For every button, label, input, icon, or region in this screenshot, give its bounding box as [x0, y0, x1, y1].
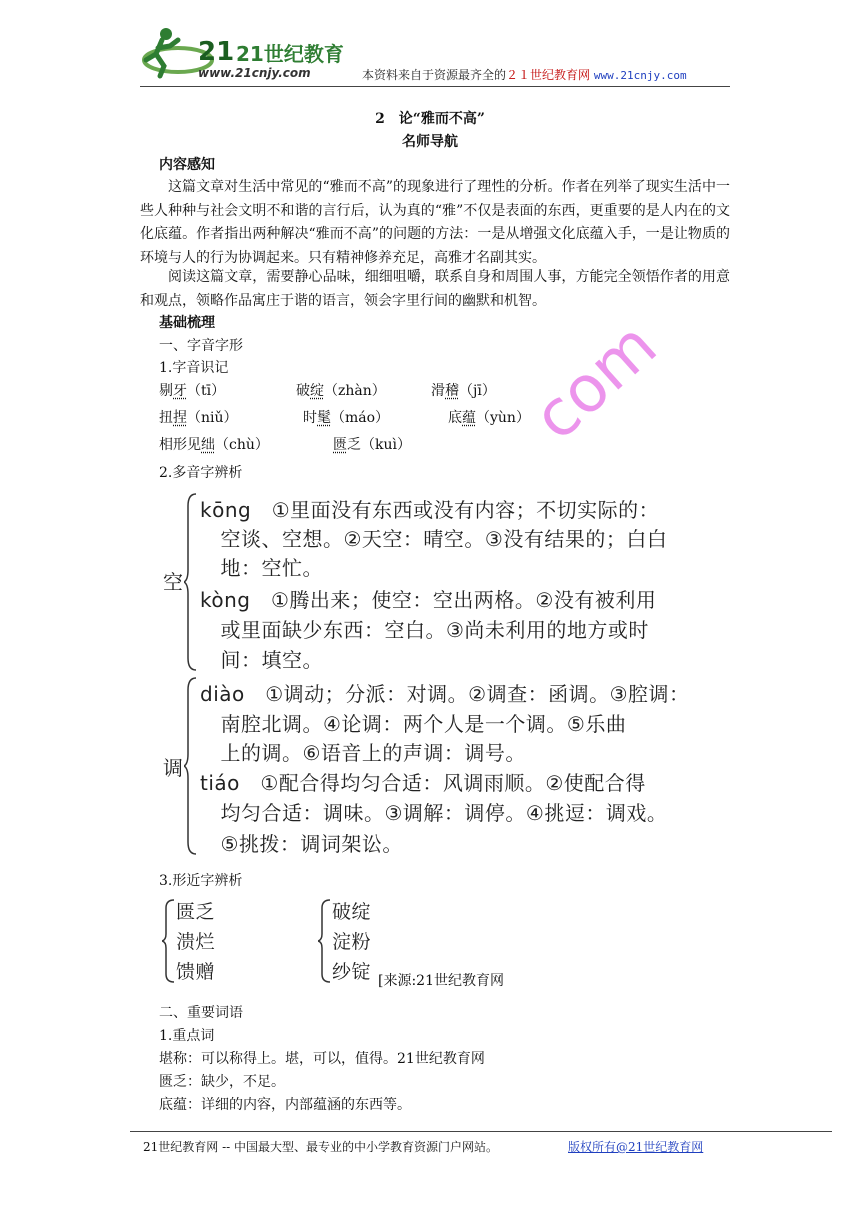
- diao-line: diào ①调动；分派：对调。②调查：函调。③腔调：: [200, 682, 690, 706]
- logo-brand-text: 21世纪教育: [236, 42, 344, 66]
- definition: 底蕴：详细的内容，内部蕴涵的东西等。: [159, 1097, 411, 1113]
- footer-right: [568, 1138, 703, 1155]
- header-note: [362, 66, 687, 83]
- similar-word: 纱锭: [332, 961, 372, 983]
- brace-icon: [184, 676, 198, 856]
- header-note-prefix: 本资料来自于资源最齐全的: [362, 68, 507, 82]
- brace-icon: [184, 492, 198, 672]
- pron-entry: 时髦（máo）: [303, 410, 390, 426]
- definition: 堪称：可以称得上。堪，可以，值得。21世纪教育网: [159, 1051, 485, 1067]
- item-similar-chars: 3.形近字辨析: [159, 873, 243, 889]
- subheading-pronunciation: 一、字音字形: [159, 338, 243, 354]
- diao-line: 南腔北调。④论调：两个人是一个调。⑤乐曲: [200, 712, 627, 736]
- pron-entry: 匮乏（kuì）: [333, 437, 411, 453]
- header-rule: [140, 86, 730, 87]
- diao-line: 上的调。⑥语音上的声调：调号。: [200, 741, 526, 765]
- section-heading-content: 内容感知: [159, 157, 215, 173]
- pron-entry: 破绽（zhàn）: [296, 383, 386, 399]
- kong-line: 或里面缺少东西：空白。③尚未利用的地方或时: [200, 618, 649, 642]
- pron-entry: 相形见绌（chù）: [159, 437, 269, 453]
- site-logo: [140, 20, 344, 86]
- pron-entry: 扭捏（niǔ）: [159, 410, 238, 426]
- similar-word: 淀粉: [332, 931, 372, 953]
- definition: 匮乏：缺少，不足。: [159, 1074, 285, 1090]
- paragraph-content-2: 阅读这篇文章，需要静心品味，细细咀嚼，联系自身和周围人事，方能完全领悟作者的用意和观点，领略作品寓庄于谐的语言，领会字里行间的幽默和机智。: [140, 269, 730, 309]
- header-site-link[interactable]: ２１世纪教育网: [506, 68, 591, 82]
- page-subtitle: 名师导航: [402, 134, 458, 150]
- watermark: com: [520, 308, 672, 455]
- section-heading-basics: 基础梳理: [159, 315, 215, 331]
- kong-line: 地：空忙。: [200, 556, 323, 580]
- header-url-link[interactable]: www.21cnjy.com: [593, 69, 687, 82]
- logo-url-text: www.21cnjy.com: [198, 66, 311, 80]
- svg-text:21: 21: [198, 37, 235, 67]
- item-pronunciation: 1.字音识记: [159, 360, 229, 376]
- kong-line: kòng ①腾出来；使空：空出两格。②没有被利用: [200, 588, 657, 612]
- diao-line: ⑤挑拨：调词架讼。: [200, 832, 403, 856]
- pron-entry: 剔牙（tī）: [159, 383, 226, 399]
- diao-line: tiáo ①配合得均匀合适：风调雨顺。②使配合得: [200, 771, 646, 795]
- kong-line: kōng ①里面没有东西或没有内容；不切实际的：: [200, 498, 660, 522]
- polyphone-char-diao: 调: [163, 756, 184, 780]
- kong-line: 间：填空。: [200, 648, 323, 672]
- brace-icon: [318, 898, 332, 984]
- kong-line: 空谈、空想。②天空：晴空。③没有结果的；白白: [200, 527, 668, 551]
- pron-entry: 底蕴（yùn）: [448, 410, 530, 426]
- polyphone-char-kong: 空: [163, 570, 184, 594]
- similar-word: 匮乏: [176, 901, 216, 923]
- similar-word: 溃烂: [176, 931, 216, 953]
- item-polyphone: 2.多音字辨析: [159, 465, 243, 481]
- copyright-link[interactable]: 版权所有@21世纪教育网: [568, 1140, 704, 1154]
- subheading-vocabulary: 二、重要词语: [159, 1005, 243, 1021]
- similar-word: 馈赠: [176, 961, 216, 983]
- brace-icon: [162, 898, 176, 984]
- paragraph-content-1: 这篇文章对生活中常见的“雅而不高”的现象进行了理性的分析。作者在列举了现实生活中一些人种种与社会文明不和谐的言行后，认为真的“雅”不仅是表面的东西，更重要的是人内在的文化底蕴。作者指出两种解决“雅而不高”的问题的方法：一是从增强文化底蕴入手，一是让物质的环境与人的行为协调起来。只有精神修养充足，高雅才名副其实。: [140, 179, 730, 266]
- similar-word: 破绽: [332, 901, 372, 923]
- pron-entry: 滑稽（jī）: [431, 383, 496, 399]
- page-title: 2 论“雅而不高”: [375, 111, 485, 127]
- footer-left-text: 21世纪教育网 -- 中国最大型、最专业的中小学教育资源门户网站。: [143, 1140, 499, 1154]
- item-key-words: 1.重点词: [159, 1028, 215, 1044]
- source-note: [来源:21世纪教育网: [378, 973, 504, 989]
- diao-line: 均匀合适：调味。③调解：调停。④挑逗：调戏。: [200, 801, 668, 825]
- footer-rule: [130, 1131, 832, 1132]
